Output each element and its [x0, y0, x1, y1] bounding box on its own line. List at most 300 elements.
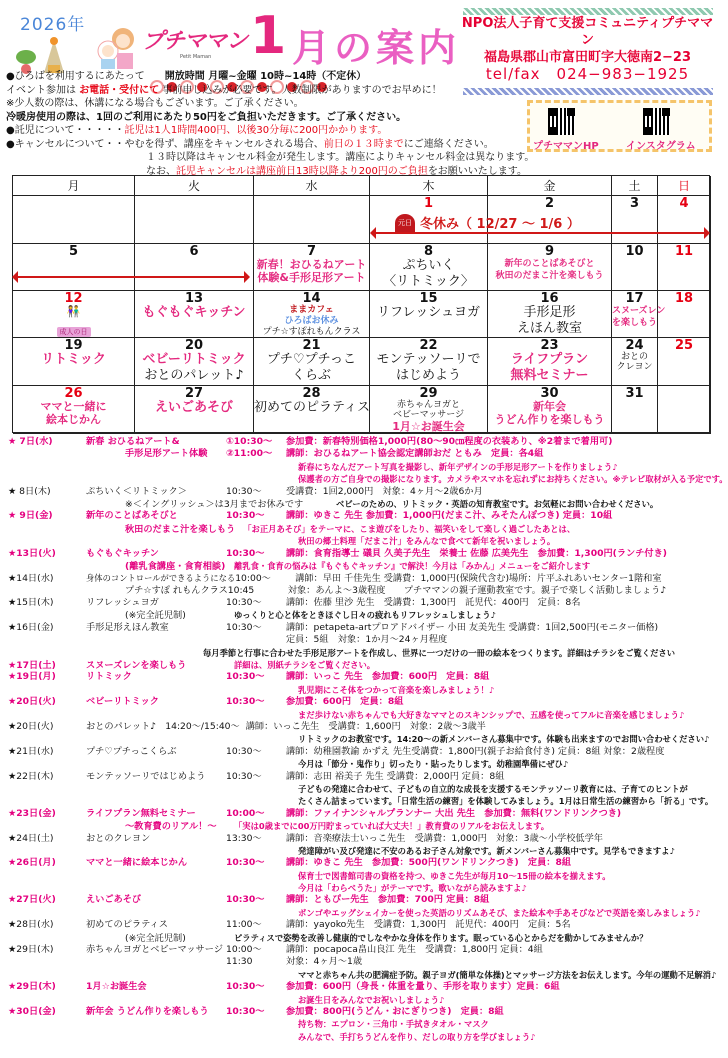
event-detail: 定員：5組 対象：1か月～24ヶ月程度	[286, 634, 448, 646]
event-time: 10:00～	[226, 807, 265, 819]
notice-text: １３時以降はキャンセル料金が発生します。講座によりキャンセル料金は異なります。	[146, 152, 535, 163]
calendar-day-cell[interactable]	[254, 291, 370, 338]
calendar-event: 絵本じかん	[46, 413, 101, 426]
day-number: 3	[629, 196, 640, 211]
event-note: リトミックのお教室です。14:20～の新メンバーさん募集中です。体験も出来ますのでお問い合わせください♪	[298, 734, 710, 745]
event-line	[8, 956, 720, 968]
notice-text: にご連絡ください。	[403, 138, 494, 150]
event-note: ベビーのための、リトミック・英語の知育教室です。お気軽にお問い合わせください。	[311, 498, 659, 509]
event-line	[8, 733, 720, 745]
event-line	[8, 932, 720, 944]
event-line	[8, 907, 720, 919]
day-number: 8	[423, 244, 434, 259]
event-detail: 講師：ともぴー先生 参加費：700円 定員：8組	[286, 894, 490, 906]
calendar-event: を楽しもう	[612, 318, 658, 328]
event-line	[8, 783, 720, 795]
qr-label-instagram[interactable]: インスタグラム	[626, 141, 696, 152]
day-number: 19	[64, 338, 83, 353]
calendar-day-cell[interactable]	[370, 386, 488, 434]
notice-text: 事前申し込みが必要です。人数制限がありますのでお早めに！	[162, 84, 442, 96]
event-line	[8, 820, 720, 832]
event-note: 保育士で図書館司書の資格を持つ、ゆきこ先生が毎月10～15冊の絵本を揃えます。	[298, 870, 611, 881]
people-icon: 👫	[66, 305, 81, 318]
event-note: たくさん詰まっています。「日常生活の練習」を体験してみましょう。1月は日常生活の練習から「折る」です。	[298, 796, 714, 807]
event-detail: 参加費：800円(うどん・おにぎりつき) 定員：8組	[286, 1005, 504, 1017]
notice-highlight: 託児キャンセルは講座前日13時以降より200円のご負担	[176, 165, 428, 177]
qr-code-instagram[interactable]	[643, 108, 670, 135]
calendar-event: プチ♡プチっこ	[266, 352, 357, 367]
event-line	[8, 870, 720, 882]
event-subtitle: 手形足形アート体験	[125, 448, 208, 460]
calendar-day-cell[interactable]	[13, 386, 135, 434]
event-time: 10:30～	[226, 696, 265, 708]
day-number: 29	[419, 386, 438, 401]
event-date: ★23日(金)	[8, 807, 56, 819]
event-note: ママと赤ちゃん共の肥満症予防。親子ヨガ(簡単な体操)とマッサージ方法をお伝えします。今年の運動不足解消♪	[298, 969, 717, 980]
event-detail: 講師：いっこ先生 受講費：1,600円 対象：2歳～3歳半	[245, 720, 486, 732]
event-title: えいごあそび	[86, 894, 142, 906]
calendar-day-cell[interactable]	[488, 386, 612, 434]
event-note: 「実は0歳までに00万円貯まっていれば大丈夫！」教育費のリアルをお伝えします。	[234, 821, 550, 832]
event-line	[8, 572, 720, 584]
event-note: 持ち物：エプロン・三角巾・手拭きタオル・マスク	[298, 1019, 489, 1030]
event-time: 10:00～	[235, 573, 271, 585]
event-title: 1月☆お誕生会	[86, 981, 147, 993]
event-line	[8, 1018, 720, 1030]
day-number: 22	[419, 338, 438, 353]
event-detail: 講師：佐藤 里沙 先生 受講費：1,300円 託児代：400円 定員：8名	[286, 597, 581, 609]
event-line	[8, 845, 720, 857]
event-subtitle: 秋田のだまこ汁を楽しもう	[125, 523, 236, 535]
calendar-event: スヌーズレン	[612, 306, 666, 316]
event-line	[8, 857, 720, 869]
calendar-grid	[12, 175, 710, 433]
calendar-event: クレヨン	[616, 362, 653, 372]
event-note: 離乳食・食育の悩みは『もぐもぐキッチン』で解決！今月は「みかん」メニューをご紹介します	[234, 560, 591, 571]
event-date: ★30日(金)	[8, 1005, 56, 1017]
day-number: 14	[302, 291, 321, 306]
event-detail: 講師：pocapoca畠山良江 先生 受講費：1,800円 定員：4組	[286, 944, 543, 956]
event-date: ★13日(火)	[8, 547, 56, 559]
day-number: 7	[306, 244, 317, 259]
calendar-event: うどん作りを楽しもう	[494, 413, 605, 426]
event-date: ★19日(月)	[8, 671, 56, 683]
calendar-day-cell[interactable]	[13, 244, 135, 291]
calendar-event: えいごあそび	[154, 400, 233, 415]
event-time: 10:30～	[226, 510, 265, 522]
event-line	[8, 448, 720, 460]
event-time: 10:30～	[226, 485, 262, 497]
weekday-header: 日	[658, 176, 711, 196]
event-note: 乳児期にこそ体をつかって音楽を楽しみましょう！♪	[298, 684, 495, 695]
event-note: 発達障がい及び発達に不安のあるお子さん対象です。新メンバーさん募集中です。見学もできますよ♪	[298, 845, 675, 856]
calendar-day-cell[interactable]	[370, 338, 488, 386]
event-time: 11:30	[226, 956, 253, 968]
event-subtitle: (※完全託児制)	[125, 932, 186, 944]
event-line	[8, 510, 720, 522]
event-time: 10:30～	[226, 981, 265, 993]
calendar-day-cell[interactable]	[612, 196, 658, 244]
calendar-day-cell[interactable]	[370, 244, 488, 291]
event-date: ★20日(火)	[8, 696, 56, 708]
event-line	[8, 1006, 720, 1018]
day-number: 23	[540, 338, 559, 353]
event-line	[8, 560, 720, 572]
event-date: ★15日(木)	[8, 597, 54, 609]
event-line	[8, 882, 720, 894]
event-date: ★21日(水)	[8, 745, 54, 757]
mother-baby-illustration	[93, 25, 138, 70]
event-subtitle: ※＜イングリッシュ＞は3月までお休みです	[125, 498, 304, 510]
year-label: 2026年	[20, 15, 86, 35]
event-detail: 参加費：600円 定員：8組	[286, 696, 404, 708]
notice-highlight: 前日の１３時まで	[323, 138, 404, 150]
weekday-header: 水	[254, 176, 370, 196]
event-note: 「お正月あそび」をテーマに、こま遊びをしたり、福笑いをして楽しく過ごしたあとは、	[243, 523, 576, 534]
event-detail: 講師：幼稚園教諭 かずえ 先生受講費：1,800円(親子お給食付き) 定員：8組 対象：2歳程度	[286, 745, 665, 757]
event-date: ★26日(月)	[8, 857, 56, 869]
winter-break-arrow-icon	[376, 232, 704, 234]
event-note: 詳細は、別紙チラシをご覧ください。	[234, 660, 376, 671]
event-date: ★ 8日(木)	[8, 485, 51, 497]
notice-text: イベント参加は	[6, 84, 76, 96]
event-note: みんなで、手打ちうどんを作り、だしの取り方を学びましょう♪	[298, 1031, 536, 1042]
calendar-day-cell[interactable]	[488, 244, 612, 291]
event-title: 手形足形えほん教室	[86, 621, 169, 633]
event-title: 新春 おひるねアート&	[86, 436, 180, 447]
calendar-day-cell[interactable]	[254, 244, 370, 291]
event-title: ベビーリトミック	[86, 696, 159, 708]
event-line	[8, 548, 720, 560]
day-number: 27	[184, 386, 204, 401]
event-time: 10:30～	[226, 770, 262, 782]
calendar-day-cell[interactable]	[612, 244, 658, 291]
event-line	[8, 969, 720, 981]
calendar-event: 手形足形	[523, 305, 576, 320]
notice-text: ※少人数の際は、休講になる場合もございます。ご了承ください。	[6, 98, 304, 109]
calendar-event: 体験&手形足形アート	[257, 271, 366, 284]
event-line	[8, 647, 720, 659]
new-year-icon: 元日	[395, 214, 415, 232]
day-number: 9	[544, 244, 555, 259]
event-note: 新春にちなんだアート写真を撮影し、新年デザインの手形足形アートを作りましょう♪	[298, 461, 618, 472]
event-title: 新年のことばあそびと	[86, 510, 178, 522]
event-line	[8, 659, 720, 671]
event-line	[8, 808, 720, 820]
event-detail: 対象：あんよ～3歳程度 プチママンの親子運動教室です。親子で楽しく活動しましょう♪	[287, 584, 667, 596]
calendar-day-cell[interactable]	[658, 244, 711, 291]
event-title: 新年会 うどん作りを楽しもう	[86, 1005, 209, 1017]
event-time: 10:30～	[226, 745, 262, 757]
event-time: 10:30～	[226, 857, 265, 869]
logo: プチママン	[142, 28, 248, 54]
calendar-day-cell	[254, 196, 370, 244]
event-line	[8, 609, 720, 621]
event-line	[8, 523, 720, 535]
holiday-label: 成人の日	[57, 327, 91, 337]
logo-subtitle: Petit Maman	[180, 54, 212, 60]
calendar-event: モンテッソーリで	[376, 352, 481, 367]
day-number: 5	[68, 244, 79, 259]
open-hours: 開放時間 月曜~金曜 10時~14時（不定休）	[164, 71, 367, 82]
event-title: ぷちいく＜リトミック＞	[86, 485, 187, 497]
calendar-day-cell[interactable]	[135, 338, 254, 386]
calendar-day-cell[interactable]	[658, 291, 711, 338]
event-date: ★ 9日(金)	[8, 510, 53, 522]
event-line	[8, 696, 720, 708]
event-line	[8, 771, 720, 783]
weekday-header: 火	[135, 176, 254, 196]
event-title: ライフプラン無料セミナー	[86, 807, 196, 819]
calendar-day-cell[interactable]	[135, 291, 254, 338]
event-time: 10:00～	[226, 944, 262, 956]
event-detail: 講師：早田 千佳先生 受講費：1,000円(保険代含む)場所：片平ふれあいセンター1階和室	[295, 573, 662, 585]
calendar-event: ぷちいく	[402, 258, 455, 273]
event-subtitle: (※完全託児制)	[125, 610, 186, 622]
calendar-event: 新春！おひるねアート	[256, 258, 367, 271]
event-title: ママと一緒に絵本じかん	[86, 857, 188, 869]
event-time: 10:30～	[226, 621, 262, 633]
day-number: 10	[625, 244, 644, 259]
calendar-day-cell[interactable]	[612, 338, 658, 386]
event-note: ボンゴやエッグシェイカーを使った英語のリズムあそび、また絵本や手あそびなどで英語を楽しみましょう♪	[298, 907, 701, 918]
calendar-day-cell[interactable]	[612, 386, 658, 434]
calendar-day-cell[interactable]	[13, 338, 135, 386]
event-subtitle: (離乳食講座・食育相談)	[125, 560, 226, 572]
day-number: 12	[64, 291, 83, 306]
event-note: 保護者の方ご自身での撮影になります。カメラやスマホを忘れずにお持ちください。※テレビ取材が入る予定です。	[298, 474, 728, 485]
calendar-day-cell[interactable]	[370, 291, 488, 338]
calendar-event: もぐもぐキッチン	[142, 305, 246, 320]
event-detail: 講師：yayoko先生 受講費：1,300円 託児代：400円 定員：5名	[286, 919, 571, 931]
event-time: 10:45	[227, 584, 255, 596]
notice-text: ●キャンセルについて・・やむを得ず、講座をキャンセルされる場合、	[6, 138, 324, 150]
event-detail: 講師：志田 裕美子 先生 受講費：2,000円 定員：8組	[286, 770, 505, 782]
calendar-day-cell[interactable]	[658, 338, 711, 386]
day-number: 13	[184, 291, 204, 306]
calendar-day-cell	[13, 196, 135, 244]
qr-codes	[527, 100, 712, 152]
event-title: おとのパレット♪ 14:20～/15:40～	[86, 720, 240, 732]
day-number: 1	[423, 196, 434, 211]
calendar-event: くらぶ	[291, 368, 331, 383]
month-number: 1	[250, 6, 287, 66]
event-line	[8, 461, 720, 473]
qr-code-hp[interactable]	[548, 108, 575, 135]
calendar-day-cell[interactable]	[254, 338, 370, 386]
event-date: ★29日(木)	[8, 981, 56, 993]
calendar-event: 〈リトミック〉	[383, 274, 474, 289]
day-number: 4	[679, 196, 689, 211]
weekday-header: 土	[612, 176, 658, 196]
event-time: 10:30～	[226, 1005, 265, 1017]
day-number: 11	[674, 244, 694, 259]
event-date: ★24日(土)	[8, 832, 54, 844]
event-time: 10:30～	[226, 671, 265, 683]
event-note: 毎月季節と行事に合わせた手形足形アートを作成し、世界に一つだけの一冊の絵本をつくります。詳細はチラシをご覧ください	[203, 647, 676, 658]
calendar-day-cell[interactable]	[135, 386, 254, 434]
event-note: お誕生日をみんなでお祝いしましょう♪	[298, 994, 445, 1005]
event-date: ★28日(水)	[8, 919, 54, 931]
day-number: 15	[419, 291, 438, 306]
calendar-day-cell	[658, 386, 711, 434]
calendar-day-cell	[135, 196, 254, 244]
calendar-event: 秋田のだまこ汁を楽しもう	[495, 271, 604, 281]
event-title: もぐもぐキッチン	[86, 547, 159, 559]
event-line	[8, 436, 720, 448]
event-detail: 講師：いっこ 先生 参加費：600円 定員：8組	[286, 671, 490, 683]
event-line	[8, 634, 720, 646]
event-line	[8, 944, 720, 956]
event-line	[8, 833, 720, 845]
event-date: ★ 7日(水)	[8, 436, 53, 447]
event-time: ①10:30～	[226, 436, 273, 447]
calendar-day-cell[interactable]	[612, 291, 666, 338]
notice-childcare-fee: 託児は1人1時間400円、以後30分毎に200円かかります。	[124, 125, 388, 136]
calendar-event: えほん教室	[516, 321, 582, 336]
calendar-event: 赤ちゃんヨガと	[396, 400, 460, 410]
event-detail: 参加費：新春特別価格1,000円(80～90㎝程度の衣装あり、※2着まで着用可)	[286, 436, 613, 447]
event-list	[8, 436, 728, 1043]
event-line	[8, 486, 720, 498]
event-date: ★14日(水)	[8, 573, 54, 585]
event-note: 今月は「わらべうた」がテーマです。歌いながら読みますよ♪	[298, 883, 527, 894]
calendar-event: おとのパレット♪	[144, 368, 244, 383]
event-line	[8, 709, 720, 721]
calendar-event: ひろばお休み	[284, 316, 339, 326]
event-date: ★17日(土)	[8, 660, 56, 672]
event-time: 13:30～	[226, 832, 262, 844]
notice-text: をお願いいたします。	[427, 165, 528, 177]
event-line	[8, 597, 720, 609]
calendar-day-cell[interactable]	[135, 244, 254, 291]
day-number: 30	[540, 386, 559, 401]
day-number: 26	[64, 386, 83, 401]
event-title: プチ♡プチっこくらぶ	[86, 745, 177, 757]
event-line	[8, 746, 720, 758]
notice-text: ●託児について・・・・・	[6, 125, 125, 136]
event-subtitle: プチ☆すぽ れもんクラス	[125, 584, 228, 596]
calendar-event: ベビーマッサージ	[392, 410, 465, 420]
event-title: 身体のコントロールができるようになる	[86, 573, 236, 584]
calendar-event: ままカフェ	[289, 305, 334, 315]
usage-notice	[6, 70, 534, 178]
event-title: リトミック	[86, 671, 132, 683]
event-detail: 講師：音楽療法士いっこ先生 受講費：1,000円 対象：3歳～小学校低学年	[286, 832, 603, 844]
event-line	[8, 473, 728, 485]
winter-break-label: 冬休み（ 12/27 ～ 1/6 ）	[420, 217, 580, 232]
month-title: 月の案内	[292, 26, 461, 70]
day-number: 21	[302, 338, 321, 353]
day-number: 28	[302, 386, 321, 401]
calendar-day-cell[interactable]	[488, 338, 612, 386]
event-title: リフレッシュヨガ	[86, 597, 159, 609]
weekday-header: 金	[488, 176, 612, 196]
calendar-event: 1月☆お誕生会	[392, 420, 465, 433]
notice-aircon: 冷暖房使用の際は、1回のご利用にあたり50円をご負担いただきます。ご了承ください。	[6, 111, 407, 123]
event-line	[8, 585, 720, 597]
day-number: 25	[674, 338, 694, 353]
day-number: 20	[184, 338, 204, 353]
event-line	[8, 994, 720, 1006]
event-time: 10:30～	[226, 547, 265, 559]
event-title: 赤ちゃんヨガとベビーマッサージ	[86, 944, 223, 956]
event-date: ★22日(木)	[8, 770, 54, 782]
day-number: 17	[625, 291, 644, 306]
event-note: ゆっくりと心と体をときほぐし日々の疲れもリフレッシュしましょう♪	[234, 610, 496, 621]
event-line	[8, 919, 720, 931]
event-line	[8, 981, 720, 993]
calendar-day-cell[interactable]	[254, 386, 370, 434]
event-detail: 対象：4ヶ月～1歳	[286, 956, 363, 968]
calendar-event: ベビーリトミック	[142, 352, 246, 367]
event-note: まだ歩けない赤ちゃんでも大好きなママとのスキンシップで、五感を使ってフルに音楽を感じましょう♪	[298, 709, 685, 720]
calendar-event: ライフプラン	[510, 352, 589, 367]
event-detail: 講師：petapeta-artプロアドバイザー 小田 友美先生 受講費：1回2,500円(モニター価格)	[286, 621, 659, 633]
calendar-event: リトミック	[41, 352, 106, 367]
event-detail: 講師：食育指導士 礒貝 久美子先生 栄養士 佐藤 広美先生 参加費：1,300円(ランチ付き)	[286, 547, 668, 559]
event-detail: 参加費：600円（身長・体重を量り、手形を取ります）定員：6組	[286, 981, 560, 993]
calendar-day-cell[interactable]	[488, 291, 612, 338]
event-time: 10:30～	[226, 894, 265, 906]
event-detail: 講師：おひるねアート協会認定講師おだ ともみ 定員：各4組	[286, 448, 544, 460]
event-subtitle: ～教育費のリアル！～	[125, 821, 217, 833]
event-line	[8, 671, 720, 683]
event-note: 今月は「節分・鬼作り」切ったり・貼ったりします。幼稚園準備にぜひ♪	[298, 759, 569, 770]
winter-break-arrow-icon	[18, 276, 244, 278]
event-title: スヌーズレンを楽しもう	[86, 660, 187, 672]
event-line	[8, 795, 720, 807]
event-title: おとのクレヨン	[86, 832, 151, 844]
notice-text: なお、	[146, 165, 176, 177]
calendar-event: 新年のことばあそびと	[504, 259, 595, 269]
event-line	[8, 498, 720, 510]
event-line	[8, 535, 720, 547]
qr-label-hp[interactable]: プチママンHP	[533, 141, 599, 152]
event-line	[8, 684, 720, 696]
event-date: ★16日(金)	[8, 621, 54, 633]
event-note: 秋田の郷土料理「だまこ汁」をみんなで食べて新年を祝いましょう。	[298, 536, 556, 547]
calendar-event: 無料セミナー	[510, 368, 589, 383]
weekday-header: 木	[370, 176, 488, 196]
holiday-badge	[13, 305, 134, 338]
event-note: 子どもの発達に合わせて、子どもの自立的な成長を支援するモンテッソーリ教育には、子育てのヒントが	[298, 783, 688, 794]
calendar-event: プチ☆すぽれもんクラス	[262, 327, 361, 337]
calendar-day-cell[interactable]	[13, 291, 135, 338]
day-number: 31	[625, 386, 644, 401]
event-title: モンテッソーリではじめよう	[86, 770, 206, 782]
event-date: ★27日(火)	[8, 894, 56, 906]
kadomatsu-icon	[14, 35, 84, 75]
event-line	[8, 721, 720, 733]
event-detail: 受講費：1回2,000円 対象：4ヶ月～2歳6か月	[286, 485, 483, 497]
org-name: NPO法人子育て支援コミュニティプチママン	[461, 16, 714, 48]
event-note: ピラティスで姿勢を改善し健康的でしなやかな身体を作ります。眠っている心とからだを動かしてみませんか？	[234, 932, 648, 943]
day-number: 18	[674, 291, 694, 306]
day-number: 2	[544, 196, 555, 211]
stripe-top	[463, 8, 713, 15]
weekday-header: 月	[13, 176, 135, 196]
event-detail: 講師：ゆきこ 先生 参加費：1,000円(だまこ汁、みそたんぽつき) 定員：10組	[286, 510, 613, 522]
calendar-event: 新年会	[533, 400, 566, 413]
calendar-event: おとの	[620, 352, 648, 362]
calendar-event: リフレッシュヨガ	[376, 305, 481, 320]
event-line	[8, 758, 720, 770]
event-time: 11:00～	[226, 919, 262, 931]
org-address: 福島県郡山市富田町字大徳南2−23	[483, 50, 692, 65]
day-number: 6	[189, 244, 199, 259]
org-tel: tel/fax 024−983−1925	[485, 65, 690, 83]
